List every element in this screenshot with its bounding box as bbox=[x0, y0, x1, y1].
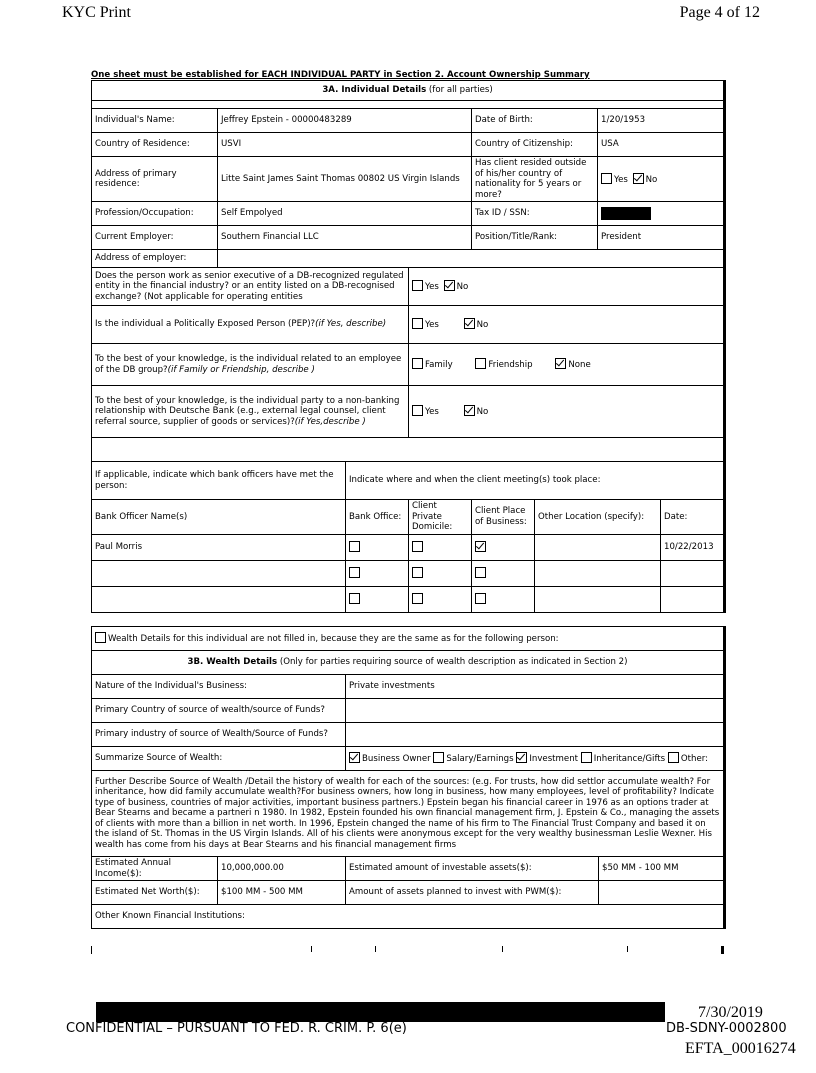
q4-yes-checkbox[interactable] bbox=[412, 405, 423, 416]
col-domicile-header: Client Private Domicile: bbox=[409, 500, 472, 535]
q1-yes-checkbox[interactable] bbox=[412, 280, 423, 291]
position-value: President bbox=[598, 226, 725, 250]
employer-address-value bbox=[218, 250, 725, 268]
q4-options: Yes No bbox=[409, 386, 725, 438]
investment-checkbox[interactable] bbox=[516, 752, 527, 763]
footer-redaction bbox=[96, 1002, 665, 1022]
page-number: Page 4 of 12 bbox=[679, 4, 760, 21]
officer-name: Paul Morris bbox=[92, 534, 346, 560]
inheritance-checkbox[interactable] bbox=[581, 752, 592, 763]
section-3b-table bbox=[91, 626, 726, 929]
summary-label: Summarize Source of Wealth: bbox=[92, 747, 346, 771]
col-business-header: Client Place of Business: bbox=[472, 500, 535, 535]
q2-no-checkbox[interactable] bbox=[464, 318, 475, 329]
institutions-label: Other Known Financial Institutions: bbox=[92, 905, 725, 929]
name-label: Individual's Name: bbox=[92, 109, 218, 133]
col-other-header: Other Location (specify): bbox=[535, 500, 661, 535]
residence-label: Country of Residence: bbox=[92, 133, 218, 157]
section-3a-table bbox=[91, 80, 726, 613]
employer-address-label: Address of employer: bbox=[92, 250, 218, 268]
q4-no-checkbox[interactable] bbox=[464, 405, 475, 416]
domicile-checkbox[interactable] bbox=[412, 593, 423, 604]
salary-checkbox[interactable] bbox=[433, 752, 444, 763]
name-value: Jeffrey Epstein - 00000483289 bbox=[218, 109, 472, 133]
citizenship-label: Country of Citizenship: bbox=[472, 133, 598, 157]
taxid-value bbox=[598, 202, 725, 226]
domicile-checkbox[interactable] bbox=[412, 567, 423, 578]
table-cutoff-line bbox=[375, 946, 376, 952]
industry-source-value bbox=[346, 723, 725, 747]
table-cutoff-line bbox=[311, 946, 312, 952]
same-as-row: Wealth Details for this individual are not filled in, because they are the same as for the following person: bbox=[92, 627, 725, 651]
redaction-bar bbox=[601, 207, 651, 220]
country-source-value bbox=[346, 699, 725, 723]
income-value: 10,000,000.00 bbox=[218, 857, 346, 881]
income-label: Estimated Annual Income($): bbox=[92, 857, 218, 881]
q3-family-checkbox[interactable] bbox=[412, 358, 423, 369]
pwm-value bbox=[599, 881, 725, 905]
same-as-checkbox[interactable] bbox=[95, 632, 106, 643]
domicile-checkbox[interactable] bbox=[412, 541, 423, 552]
nature-value: Private investments bbox=[346, 675, 725, 699]
taxid-label: Tax ID / SSN: bbox=[472, 202, 598, 226]
outside-options: Yes No bbox=[598, 157, 725, 202]
other-checkbox[interactable] bbox=[668, 752, 679, 763]
table-row bbox=[92, 586, 725, 612]
address-label: Address of primary residence: bbox=[92, 157, 218, 202]
instruction-text: One sheet must be established for EACH INDIVIDUAL PARTY in Section 2. Account Ownership Summary bbox=[91, 70, 590, 80]
wealth-description: Further Describe Source of Wealth /Detail the history of wealth for each of the sources: (e.g. For trusts, how did settlor accumulate wealth? For inheritance, how did family accumulate wealth?For business owners, how long in business, how many employees, level of profitability? Indicate type of business, countries of major activities, important business partners.) Epstein began his financial career in 1976 as an options trader at Bear Stearns and became a partneri n 1980. In 1982, Epstein founded his own financial management firm, J. Epstein & Co., managing the assets of clients with more than a billion in net worth. In 1996, Epstein changed the name of his firm to The Financial Trust Company and based it on the island of St. Thomas in the US Virgin Islands. All of his clients were anonymous except for the very wealthy businessman Leslie Wexner. His wealth has come from his days at Bear Stearns and his financial management firms bbox=[92, 771, 725, 857]
section-3a-title: 3A. Individual Details (for all parties) bbox=[92, 81, 725, 101]
col-officer-header: Bank Officer Name(s) bbox=[92, 500, 346, 535]
outside-yes-checkbox[interactable] bbox=[601, 173, 612, 184]
address-value: Litte Saint James Saint Thomas 00802 US Virgin Islands bbox=[218, 157, 472, 202]
efta-number: EFTA_00016274 bbox=[685, 1040, 796, 1057]
industry-source-label: Primary industry of source of Wealth/Source of Funds? bbox=[92, 723, 346, 747]
office-checkbox[interactable] bbox=[349, 567, 360, 578]
nature-label: Nature of the Individual's Business: bbox=[92, 675, 346, 699]
country-source-label: Primary Country of source of wealth/source of Funds? bbox=[92, 699, 346, 723]
office-checkbox[interactable] bbox=[349, 541, 360, 552]
footer-date: 7/30/2019 bbox=[698, 1004, 763, 1021]
col-office-header: Bank Office: bbox=[346, 500, 409, 535]
dob-label: Date of Birth: bbox=[472, 109, 598, 133]
q2-options: Yes No bbox=[409, 306, 725, 344]
summary-options: Business Owner Salary/Earnings Investment Inheritance/Gifts Other: bbox=[346, 747, 725, 771]
q2-text: Is the individual a Politically Exposed Person (PEP)?(if Yes, describe) bbox=[92, 306, 409, 344]
q3-text: To the best of your knowledge, is the individual related to an employee of the DB group?(if Family or Friendship, describe ) bbox=[92, 344, 409, 386]
q1-options: Yes No bbox=[409, 268, 725, 306]
section-3b-title: 3B. Wealth Details (Only for parties requiring source of wealth description as indicated in Section 2) bbox=[92, 651, 725, 675]
bates-number: DB-SDNY-0002800 bbox=[666, 1021, 787, 1036]
confidential-notice: CONFIDENTIAL – PURSUANT TO FED. R. CRIM. P. 6(e) bbox=[66, 1021, 407, 1036]
q1-no-checkbox[interactable] bbox=[444, 280, 455, 291]
outside-question: Has client resided outside of his/her country of nationality for 5 years or more? bbox=[472, 157, 598, 202]
citizenship-value: USA bbox=[598, 133, 725, 157]
q3-options: Family Friendship None bbox=[409, 344, 725, 386]
officers-label: If applicable, indicate which bank officers have met the person: bbox=[92, 462, 346, 500]
table-row bbox=[92, 560, 725, 586]
business-checkbox[interactable] bbox=[475, 541, 486, 552]
table-cutoff-line bbox=[721, 946, 724, 954]
profession-label: Profession/Occupation: bbox=[92, 202, 218, 226]
table-cutoff-line bbox=[502, 946, 503, 952]
position-label: Position/Title/Rank: bbox=[472, 226, 598, 250]
residence-value: USVI bbox=[218, 133, 472, 157]
dob-value: 1/20/1953 bbox=[598, 109, 725, 133]
outside-no-checkbox[interactable] bbox=[633, 173, 644, 184]
networth-value: $100 MM - 500 MM bbox=[218, 881, 346, 905]
table-cutoff-line bbox=[91, 946, 92, 954]
investable-value: $50 MM - 100 MM bbox=[599, 857, 725, 881]
employer-label: Current Employer: bbox=[92, 226, 218, 250]
spacer-row bbox=[92, 438, 725, 462]
page-header-left: KYC Print bbox=[62, 4, 131, 21]
table-row bbox=[92, 534, 725, 560]
q3-friendship-checkbox[interactable] bbox=[475, 358, 486, 369]
business-owner-checkbox[interactable] bbox=[349, 752, 360, 763]
q4-text: To the best of your knowledge, is the individual party to a non-banking relationship with Deutsche Bank (e.g., external legal counsel, client referral source, supplier of goods or services)?(if Yes,describe ) bbox=[92, 386, 409, 438]
investable-label: Estimated amount of investable assets($): bbox=[346, 857, 599, 881]
profession-value: Self Empolyed bbox=[218, 202, 472, 226]
pwm-label: Amount of assets planned to invest with PWM($): bbox=[346, 881, 599, 905]
business-checkbox[interactable] bbox=[475, 567, 486, 578]
networth-label: Estimated Net Worth($): bbox=[92, 881, 218, 905]
office-checkbox[interactable] bbox=[349, 593, 360, 604]
q3-none-checkbox[interactable] bbox=[555, 358, 566, 369]
employer-value: Southern Financial LLC bbox=[218, 226, 472, 250]
q1-text: Does the person work as senior executive of a DB-recognized regulated entity in the financial industry? or an entity listed on a DB-recognised exchange? (Not applicable for operating entities bbox=[92, 268, 409, 306]
col-date-header: Date: bbox=[661, 500, 725, 535]
meeting-label: Indicate where and when the client meeting(s) took place: bbox=[346, 462, 725, 500]
table-cutoff-line bbox=[627, 946, 628, 952]
meeting-date: 10/22/2013 bbox=[661, 534, 725, 560]
q2-yes-checkbox[interactable] bbox=[412, 318, 423, 329]
business-checkbox[interactable] bbox=[475, 593, 486, 604]
